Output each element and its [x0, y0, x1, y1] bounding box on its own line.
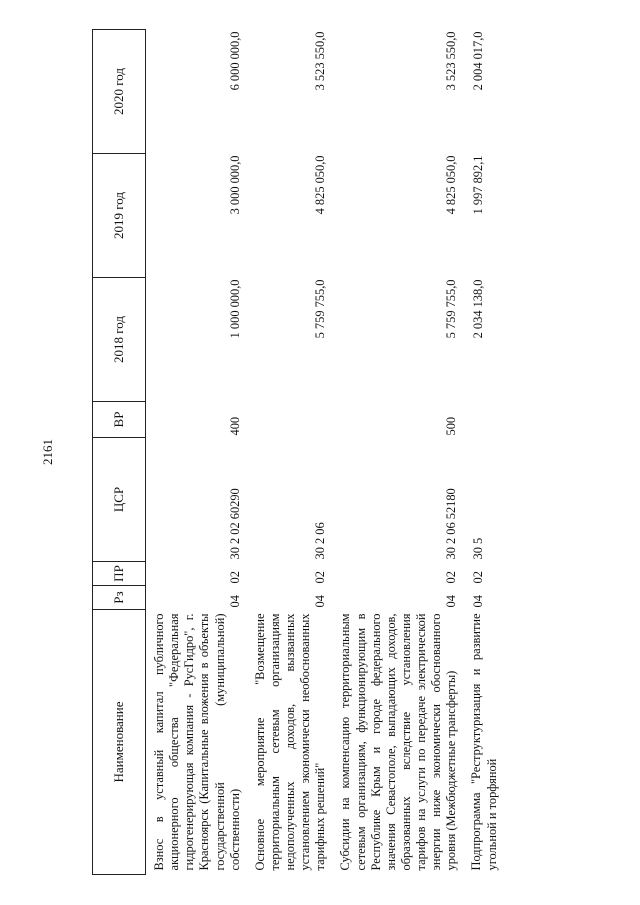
table-row: [146, 30, 247, 875]
header-rz: Рз: [93, 586, 146, 610]
row-name: Субсидии на компенсацию территориальным сетевым организациям, функционирующим в Республике Крым и городе федерального значения Севастополе, выпадающих доходов, образованных вследствие установления тарифов на услуги по передаче электрической энергии ниже экономически обоснованного уровня (Межбюджетные трансферты): [338, 613, 459, 871]
row-2018: 1 000 000,0: [227, 279, 242, 339]
row-2018: 2 034 138,0: [471, 279, 486, 339]
header-name: Наименование: [93, 610, 146, 875]
row-rz: 04: [227, 595, 242, 608]
header-2019: 2019 год: [93, 154, 146, 278]
row-2020: 3 523 550,0: [444, 31, 459, 91]
header-row: [93, 30, 146, 875]
table-row: [332, 30, 463, 875]
row-2020: 2 004 017,0: [471, 31, 486, 91]
row-csr: 30 5: [471, 537, 486, 560]
table-body: [146, 30, 504, 875]
row-name: Взнос в уставный капитал публичного акционерного общества "Федеральная гидрогенерирующая компания - РусГидро", г. Красноярск (Капитальные вложения в объекты государственной (муниципальной) собственности): [152, 613, 242, 871]
row-vr: 500: [444, 416, 459, 436]
row-2020: 6 000 000,0: [227, 31, 242, 91]
table-header: [93, 30, 146, 875]
row-name: Основное мероприятие "Возмещение территориальным сетевым организациям недополученных доходов, вызванных установлением экономически необоснованных тарифных решений": [252, 613, 328, 871]
header-vr: ВР: [93, 402, 146, 438]
row-2018: 5 759 755,0: [444, 279, 459, 339]
row-vr: [463, 402, 503, 438]
row-rz: 04: [313, 595, 328, 608]
row-vr: 400: [227, 416, 242, 436]
row-vr: [247, 402, 333, 438]
row-2019: 3 000 000,0: [227, 155, 242, 215]
budget-table: [92, 29, 504, 875]
table-row: [247, 30, 333, 875]
row-rz: 04: [471, 595, 486, 608]
row-csr: 30 2 06: [313, 522, 328, 560]
header-2018: 2018 год: [93, 278, 146, 402]
page-number: 2161: [40, 439, 55, 465]
header-csr: ЦСР: [93, 438, 146, 562]
row-2019: 4 825 050,0: [313, 155, 328, 215]
row-2019: 1 997 892,1: [471, 155, 486, 215]
row-pr: 02: [471, 571, 486, 584]
rotated-table-area: [92, 30, 622, 875]
document-sheet: [92, 30, 622, 875]
table-row: [463, 30, 503, 875]
row-pr: 02: [313, 571, 328, 584]
header-2020: 2020 год: [93, 30, 146, 154]
row-rz: 04: [444, 595, 459, 608]
row-csr: 30 2 06 52180: [444, 488, 459, 560]
row-pr: 02: [227, 571, 242, 584]
row-pr: 02: [444, 571, 459, 584]
row-csr: 30 2 02 60290: [227, 488, 242, 560]
row-2020: 3 523 550,0: [313, 31, 328, 91]
header-pr: ПР: [93, 562, 146, 586]
row-name: Подпрограмма "Реструктуризация и развитие угольной и торфяной: [469, 613, 499, 871]
row-2019: 4 825 050,0: [444, 155, 459, 215]
row-2018: 5 759 755,0: [313, 279, 328, 339]
